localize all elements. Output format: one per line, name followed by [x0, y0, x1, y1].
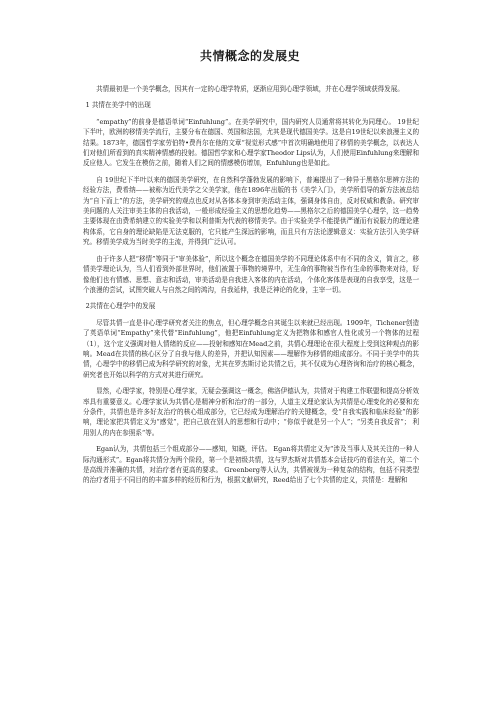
document-body	[83, 84, 419, 492]
paragraph: 尽管共情一直是非心理学研究者关注的焦点，但心理学概念自其诞生以来就已经出现。1909年，Tichener创造了英语单词“Empathy”来代替“Einfuhlung”，他把Einfuhlung定义为把物体和感官人性化或另一个物体的过程（1），这个定义强调对他人情绪的反应——投射和感知在Mead之前，共情心理理论在很大程度上受到这种观点的影响。Mead在共情的核心区分了自我与他人的差异，并把认知因素——理解作为移情的组成部分。不同于美学中的共情，心理学中的移情已成为科学研究的对象，尤其在罗杰斯讨论共情之后，其不仅成为心理咨询和治疗的核心概念，研究者也开始以科学的方式对其进行研究。	[83, 318, 419, 379]
document-title: 共情概念的发展史	[199, 49, 300, 63]
section-heading-2: 2共情在心理学中的发展	[85, 302, 156, 311]
paragraph: 自 19世纪下半叶以来的德国美学研究，在自然科学蓬勃发展的影响下，普遍提出了一种异于黑格尔思辨方法的经验方法，费希纳——被称为近代美学之父美学家，他在1896年出版的书《美学入门》，美学所倡导的新方法被总结为“自下而上”的方法，美学研究的观点也反对从各体本身到审美活动主体，强调身体自由，反对权威和教条。研究审美问题的人关注审美主体的自我活动，一般形成经验主义的思想化趋势——黑格尔之后的德国美学心理学，这一趋势主要体现在由费希纳建立的实验美学和以利普斯为代表的移情美学。由于实验美学不能提供严谨而有说服力的理论建构体系，它自身的理论缺陷是无法克服的，它只能产生深远的影响，而且只有方法论逻辑意义：实验方法引入美学研究。移情美学成为当时美学的主流，并得到广泛认可。	[83, 175, 419, 247]
paragraph: 由于许多人把“移情”等同于“审美体验”，所以这个概念在德国美学的不同理论体系中有不同的含义，简言之，移情美学理论认为，当人们看到外部世界时，他们被置于事物的境界中，无生命的事物被当作有生命的事物来对待，好像他们也有情感、思想、意志和活动，审美活动是自我进入客体的内在活动，个体化客体是表现的自我享受，这是一个浪漫的尝试，试图突破人与自然之间的鸿沟，自我延伸，我是泛神论的化身，主宰一切。	[83, 254, 419, 294]
paragraph: 显然，心理学家，特别是心理学家，无疑会强调这一概念，佛洛伊德认为，共情对于构建工作联盟和提高分析效率具有重要意义。心理学家认为共情心是精神分析和治疗的一部分，人道主义理论家认为共情是心理变化的必要和充分条件，共情也是许多好友治疗的核心组成部分，它已经成为理解治疗的关键概念，受“自我实践和临床经验”的影响，理论家把共情定义为“感觉”，把自己放在别人的思想和行动中；“你似乎就是另一个人”；“另类自我反省”； 利用别人的内在参照系“等。	[83, 387, 419, 437]
intro-paragraph: 共情最初是一个美学概念，因其有一定的心理学特质，逐渐应用到心理学领域，并在心理学领域获得发展。	[96, 85, 404, 93]
section-heading-1: 1 共情在美学中的出现	[85, 101, 151, 110]
paragraph: Egan认为，共情包括三个组成部分——感知，知晓，评估。 Egan将共情定义为“涉及当事人及其关注的一种人际沟通形式”。Egan将共情分为两个阶段，第一个是初级共情，这与罗杰斯对共情基本会话技巧的看法有关，第二个是高级并准确的共情，对治疗者有更高的要求。 Greenberg等人认为，共情被视为一种复杂的结构，包括不同类型的治疗者用于不同目的的丰富多样的经历和行为，根据文献研究，Reed给出了七个共情的定义，共情是：理解和	[83, 445, 419, 485]
paragraph: “empathy”的前身是德语单词“Einfuhlung”。在美学研究中，国内研究人员通常将其转化为同理心。 19世纪下半叶，欧洲的移情美学流行，主要分布在德国、英国和法国，尤其是现代德国美学。这是自19世纪以来浪漫主义的结果。1873年，德国哲学家劳伯特•费肖尔在他的文章“视觉形式感”中首次明确地使用了移情的美学概念，以表达人们对他们所看到的真实精神情感的投射。德国哲学家和心理学家Theodor Lips认为，人们使用Einfuhlung来理解和反应他人。它发生在模仿之前，随着人们之间的情感模仿增加，Enfuhlung也是如此。	[83, 117, 419, 168]
